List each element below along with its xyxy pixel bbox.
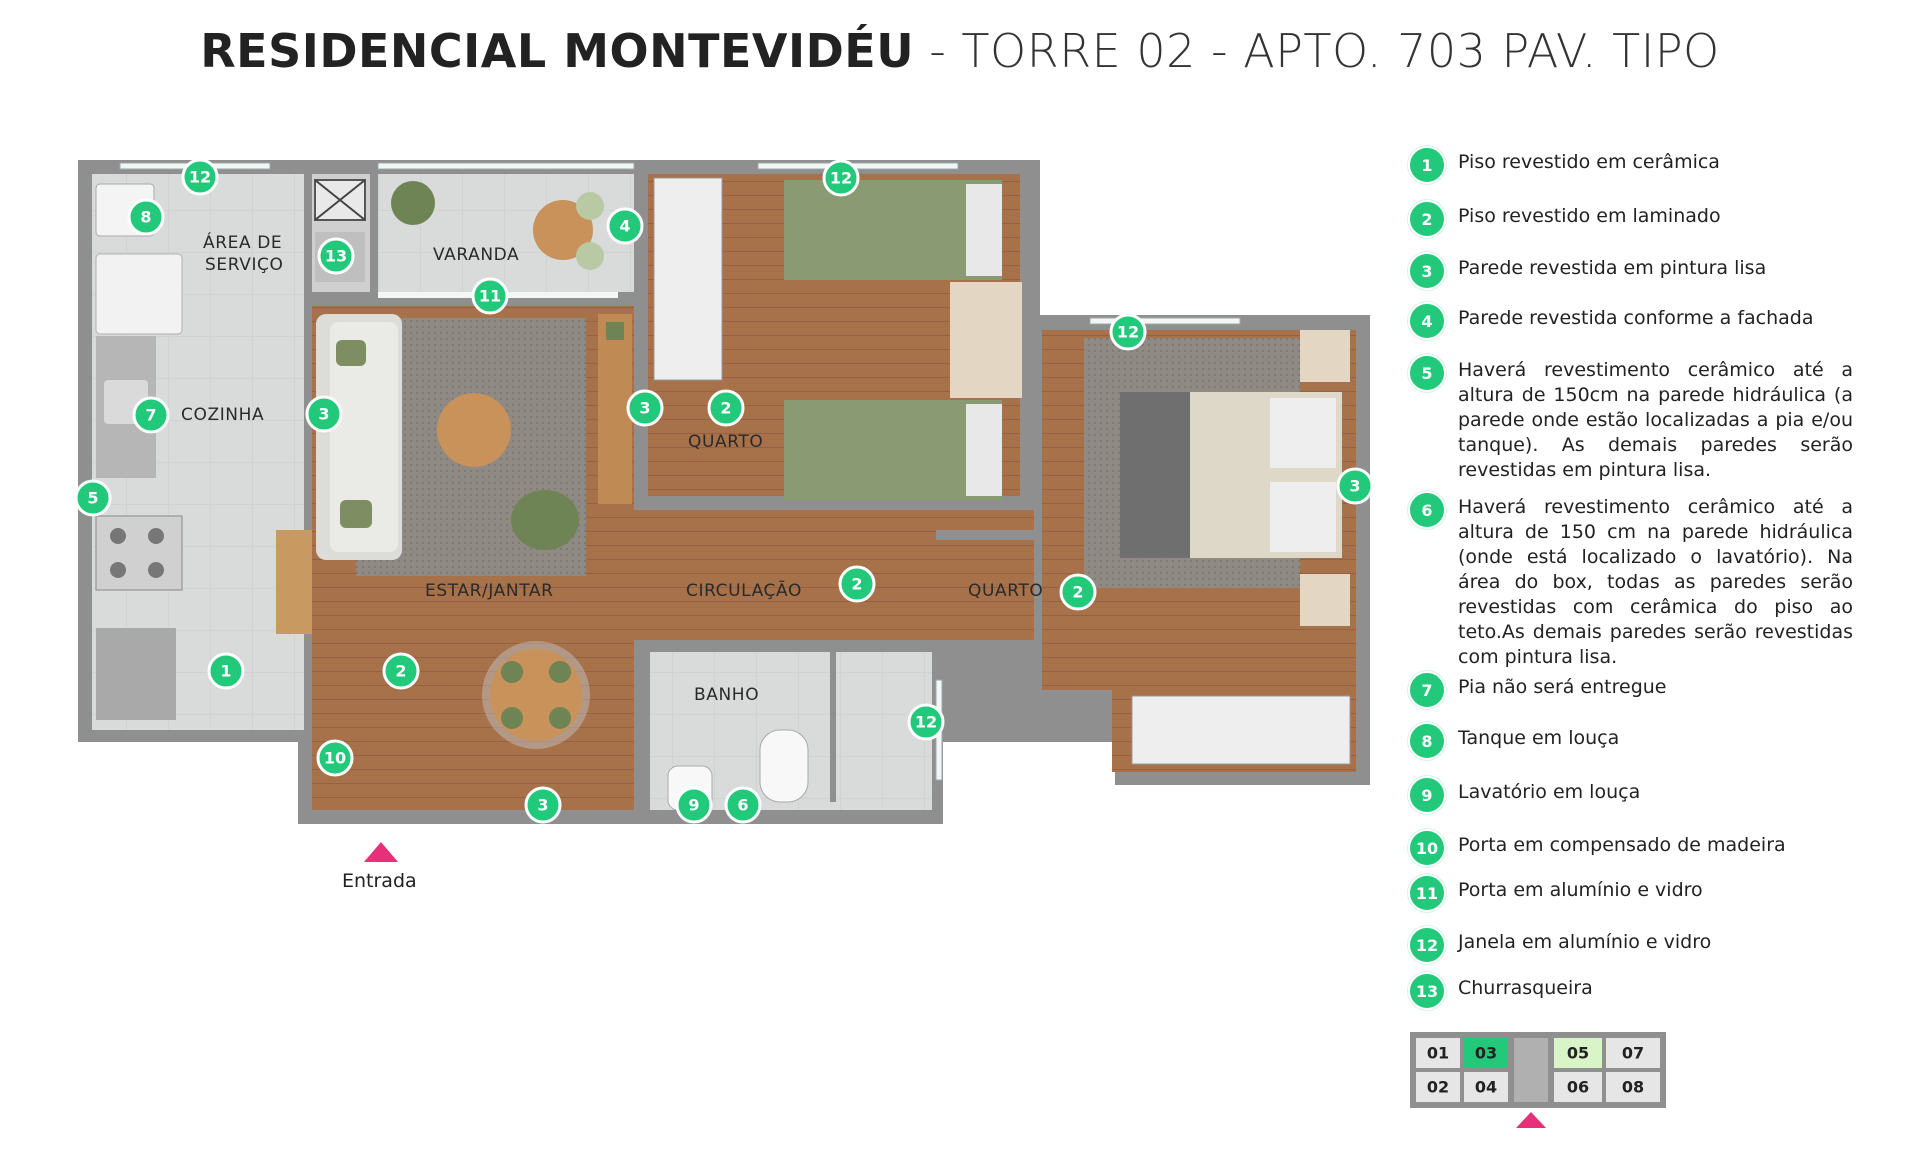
svg-text:2: 2 [720, 398, 732, 418]
svg-text:9: 9 [688, 795, 700, 815]
svg-text:6: 6 [737, 795, 749, 815]
svg-text:3: 3 [1349, 476, 1361, 496]
label-circulacao: CIRCULAÇÃO [686, 581, 802, 601]
wardrobe-2 [1132, 696, 1350, 764]
svg-text:2: 2 [395, 661, 407, 681]
label-area-servico-2: SERVIÇO [205, 255, 284, 275]
svg-text:7: 7 [145, 405, 157, 425]
badge-11 [473, 279, 507, 313]
badge-2-estar [384, 654, 418, 688]
legend-item [1408, 972, 1853, 1010]
svg-text:2: 2 [1072, 582, 1084, 602]
svg-text:3: 3 [537, 795, 549, 815]
legend-text: Pia não será entregue [1458, 676, 1667, 698]
svg-text:1: 1 [220, 661, 232, 681]
fridge [96, 628, 176, 720]
title-bold: RESIDENCIAL MONTEVIDÉU [200, 24, 915, 78]
svg-text:5: 5 [87, 488, 99, 508]
circulation-floor [634, 510, 1034, 640]
legend-item [1408, 671, 1853, 709]
legend-item [1408, 874, 1853, 912]
unit-07: 07 [1621, 1043, 1645, 1063]
legend-number: 3 [1408, 252, 1446, 290]
label-quarto-2: QUARTO [968, 581, 1044, 601]
badge-2-quarto2 [1061, 575, 1095, 609]
label-banho: BANHO [694, 685, 760, 705]
legend-item [1408, 354, 1853, 483]
legend-item [1408, 722, 1853, 760]
legend-number: 4 [1408, 302, 1446, 340]
armchair [511, 490, 579, 550]
legend-number: 5 [1408, 354, 1446, 392]
legend-text: Haverá revestimento cerâmico até a altura de 150cm na parede hidráulica (a parede onde estão localizadas a pia e/ou tanque). As demais paredes serão revestidas em pintura lisa. [1458, 359, 1853, 481]
badge-10 [318, 741, 352, 775]
badge-4 [608, 209, 642, 243]
svg-text:13: 13 [324, 246, 348, 266]
legend-item [1408, 302, 1853, 340]
legend-item [1408, 200, 1853, 238]
legend-item [1408, 776, 1853, 814]
legend-number: 2 [1408, 200, 1446, 238]
dining-set [482, 641, 590, 749]
badge-12-top-left [183, 160, 217, 194]
legend-text: Lavatório em louça [1458, 781, 1641, 803]
svg-text:11: 11 [478, 286, 502, 306]
washing-machine [96, 254, 182, 334]
legend-number: 13 [1408, 972, 1446, 1010]
legend-number: 9 [1408, 776, 1446, 814]
svg-text:2: 2 [851, 574, 863, 594]
unit-08: 08 [1621, 1077, 1645, 1097]
legend-item [1408, 252, 1853, 290]
svg-text:10: 10 [323, 748, 347, 768]
label-cozinha: COZINHA [181, 405, 265, 425]
legend-number: 7 [1408, 671, 1446, 709]
badge-6 [726, 788, 760, 822]
legend-text: Tanque em louça [1458, 727, 1620, 749]
svg-text:12: 12 [914, 712, 938, 732]
unit-06: 06 [1566, 1077, 1590, 1097]
unit-02: 02 [1426, 1077, 1450, 1097]
svg-text:8: 8 [140, 207, 152, 227]
legend-text: Piso revestido em cerâmica [1458, 151, 1720, 173]
title-rest: - TORRE 02 - APTO. 703 PAV. TIPO [914, 24, 1720, 78]
label-area-servico-1: ÁREA DE [203, 233, 283, 253]
legend-number: 6 [1408, 491, 1446, 529]
legend-number: 1 [1408, 146, 1446, 184]
badge-3-living [307, 397, 341, 431]
legend-text: Parede revestida conforme a fachada [1458, 307, 1814, 329]
badge-12-bathroom [909, 705, 943, 739]
legend-number: 8 [1408, 722, 1446, 760]
badge-1 [209, 654, 243, 688]
legend-item [1408, 829, 1853, 867]
svg-text:12: 12 [188, 167, 212, 187]
unit-04: 04 [1474, 1077, 1498, 1097]
legend-number: 11 [1408, 874, 1446, 912]
legend-number: 12 [1408, 926, 1446, 964]
coffee-table [437, 393, 511, 467]
legend-number: 10 [1408, 829, 1446, 867]
badge-2-quarto1 [709, 391, 743, 425]
badge-9 [677, 788, 711, 822]
unit-05: 05 [1566, 1043, 1590, 1063]
entrance-arrow-icon [364, 842, 398, 862]
label-quarto-1: QUARTO [688, 432, 764, 452]
svg-text:3: 3 [639, 398, 651, 418]
svg-text:12: 12 [829, 168, 853, 188]
badge-3-dining [526, 788, 560, 822]
legend-text: Porta em compensado de madeira [1458, 834, 1786, 856]
entrance-label: Entrada [342, 870, 417, 892]
label-varanda: VARANDA [433, 245, 520, 265]
desk [950, 282, 1022, 398]
legend-text: Churrasqueira [1458, 977, 1593, 999]
unit-01: 01 [1426, 1043, 1450, 1063]
sofa [316, 314, 402, 560]
legend-text: Piso revestido em laminado [1458, 205, 1721, 227]
svg-text:12: 12 [1116, 322, 1140, 342]
label-estar-jantar: ESTAR/JANTAR [425, 581, 554, 601]
badge-3-quarto2 [1338, 469, 1372, 503]
legend-text: Parede revestida em pintura lisa [1458, 257, 1767, 279]
key-plan [1410, 1032, 1670, 1132]
keyplan-arrow-icon [1516, 1112, 1546, 1128]
badge-5 [76, 481, 110, 515]
svg-text:3: 3 [318, 404, 330, 424]
svg-text:4: 4 [619, 216, 631, 236]
stove [96, 516, 182, 590]
badge-13 [319, 239, 353, 273]
nightstand-2 [1300, 574, 1350, 626]
nightstand-1 [1300, 330, 1350, 382]
legend-item [1408, 926, 1853, 964]
unit-03: 03 [1474, 1043, 1498, 1063]
legend-text: Haverá revestimento cerâmico até a altura de 150 cm na parede hidráulica (onde está localizado o lavatório). Na área do box, todas as paredes serão revestidas com cerâmica do piso ao teto.As demais paredes serão revestidas com pintura lisa. [1458, 496, 1853, 668]
legend-text: Porta em alumínio e vidro [1458, 879, 1703, 901]
toilet [760, 730, 808, 802]
badge-12-bedroom2 [1111, 315, 1145, 349]
badge-3-sideboard [628, 391, 662, 425]
wardrobe-1 [654, 178, 722, 380]
legend-item [1408, 146, 1853, 184]
legend-text: Janela em alumínio e vidro [1458, 931, 1712, 953]
badge-7 [134, 398, 168, 432]
legend-item [1408, 491, 1853, 670]
badge-12-bedroom1 [824, 161, 858, 195]
badge-8 [129, 200, 163, 234]
badge-2-circulacao [840, 567, 874, 601]
